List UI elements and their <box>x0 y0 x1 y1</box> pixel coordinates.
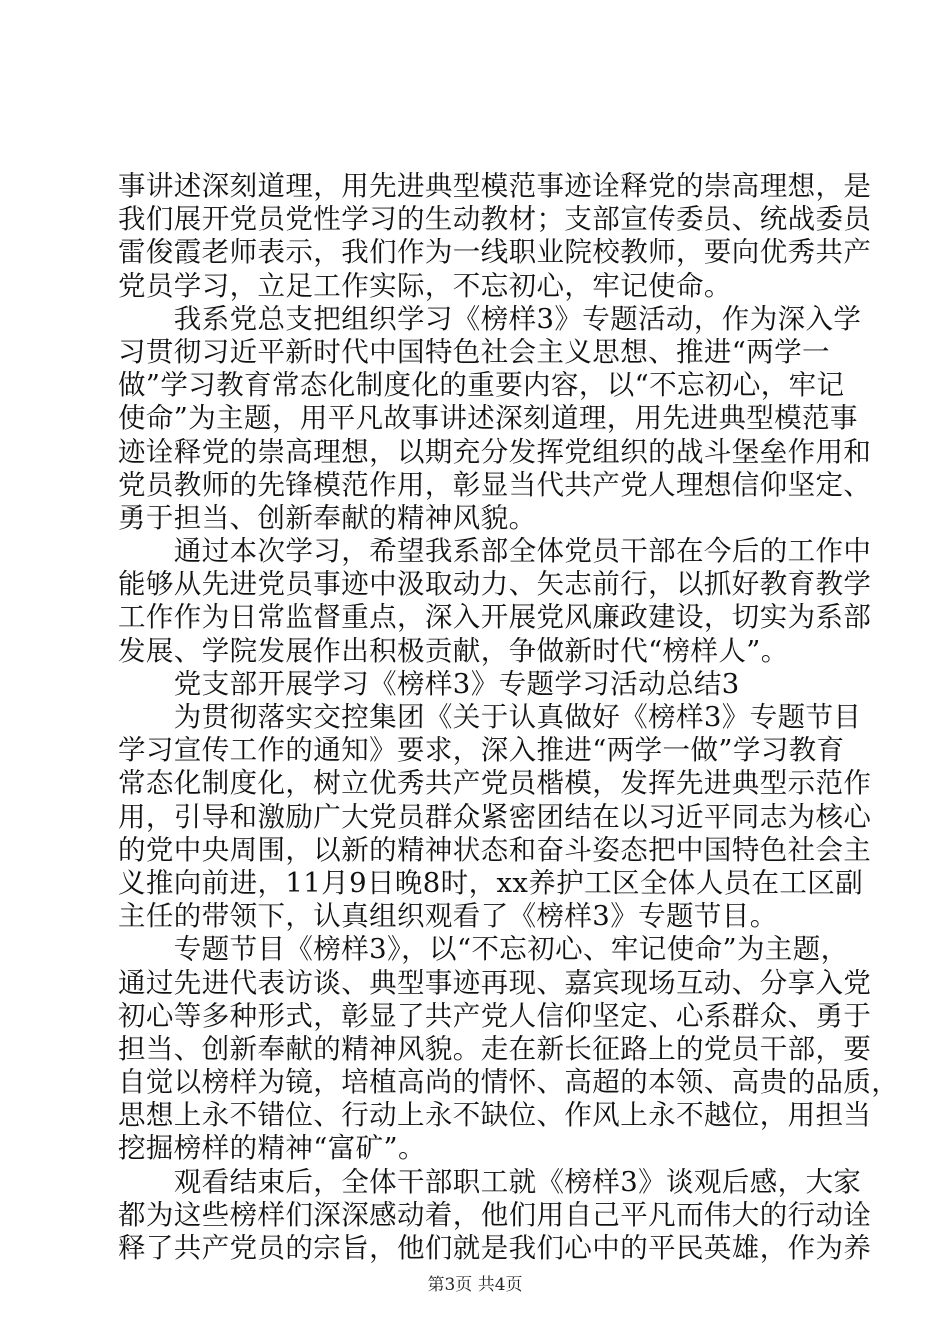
text-line: 事讲述深刻道理，用先进典型模范事迹诠释党的崇高理想，是 <box>118 170 872 202</box>
text-line: 党支部开展学习《榜样3》专题学习活动总结3 <box>118 667 740 700</box>
text-line: 挖掘榜样的精神“富矿”。 <box>118 1132 426 1165</box>
text-line: 使命”为主题，用平凡故事讲述深刻道理，用先进典型模范事 <box>118 402 858 435</box>
text-line: 常态化制度化，树立优秀共产党员楷模，发挥先进典型示范作 <box>118 767 872 800</box>
text-line: 我系党总支把组织学习《榜样3》专题活动，作为深入学 <box>118 302 862 335</box>
text-line: 学习宣传工作的通知》要求，深入推进“两学一做”学习教育 <box>118 734 845 767</box>
text-line: 担当、创新奉献的精神风貌。走在新长征路上的党员干部，要 <box>118 1032 872 1065</box>
text-line: 思想上永不错位、行动上永不缺位、作风上永不越位，用担当 <box>118 1099 872 1132</box>
body-text <box>118 170 900 1265</box>
text-line: 党员教师的先锋模范作用，彰显当代共产党人理想信仰坚定、 <box>118 468 872 501</box>
text-line: 观看结束后，全体干部职工就《榜样3》谈观后感，大家 <box>118 1165 862 1198</box>
text-line: 主任的带领下，认真组织观看了《榜样3》专题节目。 <box>118 900 778 933</box>
text-line: 自觉以榜样为镜，培植高尚的情怀、高超的本领、高贵的品质， <box>118 1066 900 1099</box>
text-line: 做”学习教育常态化制度化的重要内容，以“不忘初心，牢记 <box>118 369 845 402</box>
text-line: 习贯彻习近平新时代中国特色社会主义思想、推进“两学一 <box>118 335 830 368</box>
text-line: 初心等多种形式，彰显了共产党人信仰坚定、心系群众、勇于 <box>118 999 872 1032</box>
text-line: 迹诠释党的崇高理想，以期充分发挥党组织的战斗堡垒作用和 <box>118 435 872 468</box>
text-line: 义推向前进，11月9日晚8时，xx养护工区全体人员在工区副 <box>118 866 864 899</box>
text-line: 发展、学院发展作出积极贡献，争做新时代“榜样人”。 <box>118 634 789 667</box>
page-footer: 第3页 共4页 <box>427 1275 523 1295</box>
text-line: 党员学习，立足工作实际，不忘初心，牢记使命。 <box>118 269 732 302</box>
text-line: 雷俊霞老师表示，我们作为一线职业院校教师，要向优秀共产 <box>118 236 872 269</box>
text-line: 我们展开党员党性学习的生动教材；支部宣传委员、统战委员 <box>118 203 872 236</box>
text-line: 释了共产党员的宗旨，他们就是我们心中的平民英雄，作为养 <box>118 1232 872 1264</box>
text-line: 都为这些榜样们深深感动着，他们用自己平凡而伟大的行动诠 <box>118 1198 872 1231</box>
text-line: 用，引导和激励广大党员群众紧密团结在以习近平同志为核心 <box>118 800 872 833</box>
text-line: 为贯彻落实交控集团《关于认真做好《榜样3》专题节目 <box>118 701 862 733</box>
text-line: 专题节目《榜样3》，以“不忘初心、牢记使命”为主题， <box>118 933 849 966</box>
text-line: 的党中央周围，以新的精神状态和奋斗姿态把中国特色社会主 <box>118 833 872 866</box>
text-line: 能够从先进党员事迹中汲取动力、矢志前行，以抓好教育教学 <box>118 568 872 601</box>
text-line: 通过本次学习，希望我系部全体党员干部在今后的工作中 <box>118 535 872 568</box>
text-line: 通过先进代表访谈、典型事迹再现、嘉宾现场互动、分享入党 <box>118 966 872 999</box>
text-line: 勇于担当、创新奉献的精神风貌。 <box>118 501 537 534</box>
text-line: 工作作为日常监督重点，深入开展党风廉政建设，切实为系部 <box>118 601 872 634</box>
